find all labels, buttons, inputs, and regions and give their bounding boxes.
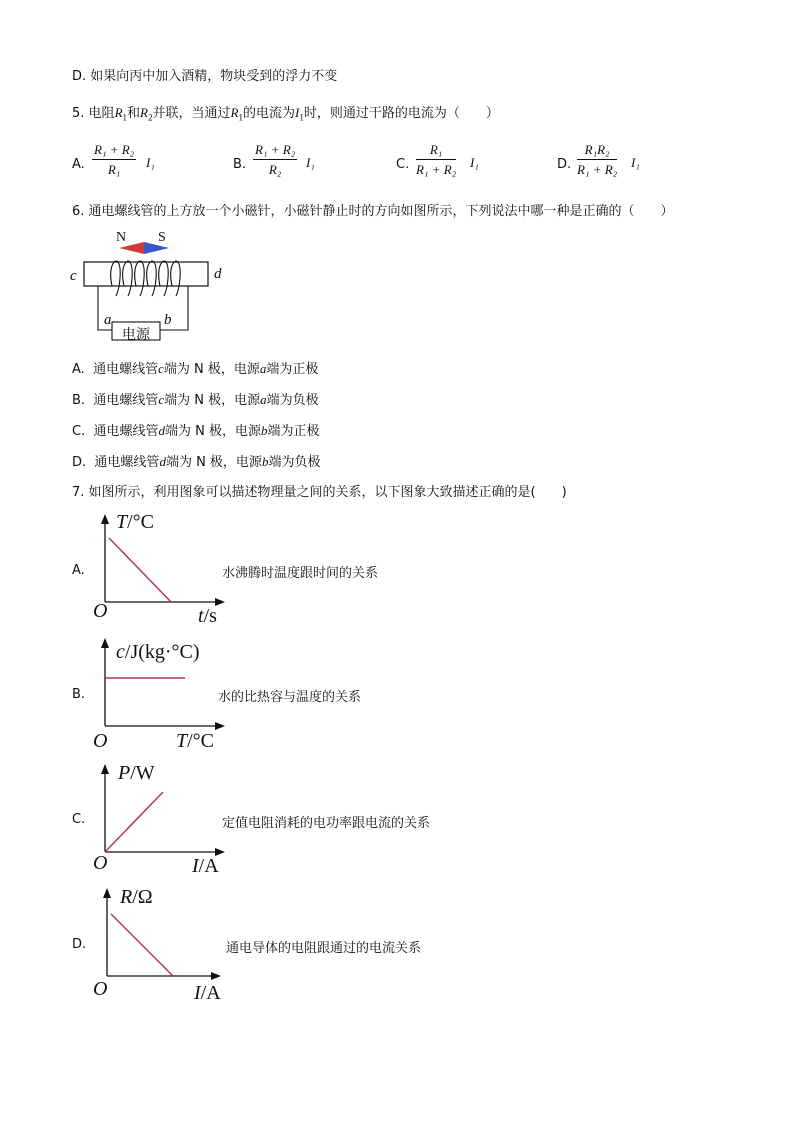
q5-option-a-fraction[interactable] [92,142,136,178]
q6-option-d-label: D. [72,455,87,470]
q6-option-d-t2: 端为 N 极，电源 [165,455,262,470]
q6-option-b-t3: 端为负极 [266,393,319,408]
q7-graph-d [97,886,237,996]
q7-graph-c-origin: O [93,852,108,874]
q6-option-a-e2: a [259,361,267,376]
q6-option-b-t2: 端为 N 极，电源 [164,393,261,408]
q7-graph-b-origin: O [93,730,108,752]
q7-graph-d-y-var: R [120,886,133,908]
q7-graph-c-x-unit: /A [198,855,219,877]
q6-option-c-label: C. [72,424,86,439]
q7-graph-c-y-arrow [101,764,109,774]
q6-stem: 6. 通电螺线管的上方放一个小磁针，小磁针静止时的方向如图所示，下列说法中哪一种是正确的（ ） [72,204,674,219]
q6-option-b-e2: a [260,392,267,407]
q7-graph-d-label[interactable]: D. [72,937,87,952]
q6-option-c-e1: d [158,423,165,438]
q5-option-d-label[interactable]: D. [557,157,572,172]
q7-graph-d-plot-line [111,914,173,976]
q5-stem [72,104,499,127]
q6-option-a[interactable] [72,360,318,379]
q6-option-a-t1: 通电螺线管 [93,362,159,377]
q7-graph-d-x-label [194,982,221,1005]
q7-graph-a-y-label [116,511,154,534]
q7-graph-c-label[interactable]: C. [72,812,86,827]
q5-option-b-numerator: R₁ + R₂ [253,142,297,160]
q7-graph-c-y-unit: /W [130,762,155,784]
coil-loop-6 [171,261,180,296]
q5-option-d-denominator: R₁ + R₂ [577,162,618,177]
q7-graph-c-x-label [192,855,219,878]
q7-graph-a-caption: 水沸腾时温度跟时间的关系 [222,566,379,581]
q5-r1-again-sub: 1 [238,112,243,123]
q5-option-c-tail: I₁ [470,155,479,170]
q7-graph-b-x-label [176,730,214,753]
q7-graph-c-plot-line [105,792,163,852]
q5-r2-sub: 2 [147,112,153,123]
q7-graph-c-y-var: P [118,762,131,784]
q7-graph-b-x-var: T [176,730,188,752]
q5-text-e: 时，则通过干路的电流为（ ） [303,106,499,121]
q6-option-c-t3: 端为正极 [267,424,320,439]
q7-graph-a-x-label [198,605,217,628]
q7-graph-c-caption: 定值电阻消耗的电功率跟电流的关系 [222,816,431,831]
solenoid-end-c: c [70,268,77,284]
q6-option-d-e2: b [261,454,269,469]
coil-loop-4 [147,261,156,296]
q7-graph-b-y-arrow [101,638,109,648]
coil-loop-2 [123,261,132,296]
q7-graph-d-y-unit: /Ω [132,886,153,908]
q7-graph-d-y-label [120,886,153,909]
coil-loop-3 [135,261,144,296]
q7-graph-a-y-var: T [116,511,128,533]
coil-loop-1 [111,261,120,296]
q7-graph-a-x-var: t [198,605,204,627]
q7-graph-b-y-unit: /J(kg·°C) [124,641,200,663]
q5-r1-again [230,105,243,123]
needle-s-label: S [158,230,166,245]
q6-option-a-t2: 端为 N 极，电源 [163,362,260,377]
q6-option-a-e1: c [158,361,164,376]
q7-graph-d-caption: 通电导体的电阻跟通过的电流关系 [226,941,422,956]
q7-graph-b-caption: 水的比热容与温度的关系 [218,690,362,705]
q5-option-d-numerator: R₁R₂ [577,142,617,160]
q5-option-c-numerator: R₁ [416,142,456,160]
q7-graph-d-y-arrow [103,888,111,898]
q5-i1-letter: I [294,105,300,120]
q5-i1 [294,105,304,123]
q6-option-c[interactable] [72,422,320,441]
q6-option-a-t3: 端为正极 [266,362,319,377]
q7-graph-a-y-unit: /°C [127,511,155,533]
q5-r1 [114,105,128,123]
q5-i1-sub: 1 [299,112,304,123]
q5-option-b-fraction[interactable] [253,142,297,178]
q5-option-d-tail: I₁ [631,155,640,170]
q7-graph-a-x-unit: /s [203,605,217,627]
q7-graph-c-y-label [118,762,155,785]
q6-option-b[interactable] [72,391,319,410]
q6-option-b-e1: c [158,392,165,407]
q6-option-c-t2: 端为 N 极，电源 [165,424,261,439]
q5-option-b-label[interactable]: B. [233,157,247,172]
q5-r2 [140,105,153,123]
q7-graph-d-origin: O [93,978,108,1000]
q5-text-d: 的电流为 [242,106,295,121]
q6-option-b-label: B. [72,393,86,408]
q5-option-a-tail: I₁ [146,155,155,170]
q7-graph-b-x-arrow [215,722,225,730]
q5-option-a-numerator: R₁ + R₂ [92,142,136,160]
q7-graph-b-y-label [116,641,200,664]
q6-option-d-t1: 通电螺线管 [94,455,160,470]
q7-graph-d-x-var: I [194,982,201,1004]
q6-option-a-label: A. [72,362,85,377]
q7-graph-a-plot-line [109,538,171,602]
q7-graph-b-x-unit: /°C [187,730,215,752]
q6-option-d-t3: 端为负极 [268,455,321,470]
q5-option-d-fraction[interactable] [577,142,617,178]
q5-r1-sub: 1 [122,112,128,123]
q7-graph-a-y-arrow [101,514,109,524]
power-source-label: 电源 [122,327,150,343]
terminal-b: b [164,312,172,328]
q7-graph-b-y-var: c [116,641,125,663]
q5-option-b-tail: I₁ [306,155,315,170]
q5-text-c: 并联，当通过 [152,106,231,121]
q5-r1-letter: R [114,105,123,120]
q7-graph-d-x-unit: /A [200,982,221,1004]
q7-stem: 7. 如图所示，利用图象可以描述物理量之间的关系，以下图象大致描述正确的是( ) [72,485,567,500]
terminal-a: a [104,312,112,328]
q5-option-b-denominator: R₂ [268,162,282,177]
q5-option-c-label[interactable]: C. [396,157,410,172]
q6-option-d-e1: d [159,454,166,469]
q7-graph-d-x-arrow [211,972,221,980]
q5-option-a-label[interactable]: A. [72,157,85,172]
solenoid-core [84,262,208,286]
q5-r1-again-letter: R [230,105,239,120]
q6-option-d[interactable] [72,453,320,472]
q5-option-c-denominator: R₁ + R₂ [416,162,457,177]
q6-option-c-t1: 通电螺线管 [93,424,159,439]
q6-option-c-e2: b [261,423,268,438]
q5-option-a-denominator: R₁ [107,162,121,177]
q7-graph-a-origin: O [93,600,108,622]
q5-option-c-fraction[interactable] [416,142,456,178]
q5-text-a: 电阻 [88,106,115,121]
needle-n-label: N [116,230,127,245]
q4-option-d: D. 如果向丙中加入酒精，物块受到的浮力不变 [72,69,338,84]
q5-number: 5. [72,106,85,121]
q7-graph-a-label[interactable]: A. [72,563,85,578]
solenoid-figure [64,228,234,353]
q5-text-b: 和 [127,106,141,121]
q7-graph-b-label[interactable]: B. [72,687,86,702]
q6-option-b-t1: 通电螺线管 [93,393,159,408]
q7-graph-c-x-var: I [192,855,199,877]
q5-r2-letter: R [140,105,148,120]
coil-loop-5 [159,261,168,296]
solenoid-end-d: d [214,266,222,282]
